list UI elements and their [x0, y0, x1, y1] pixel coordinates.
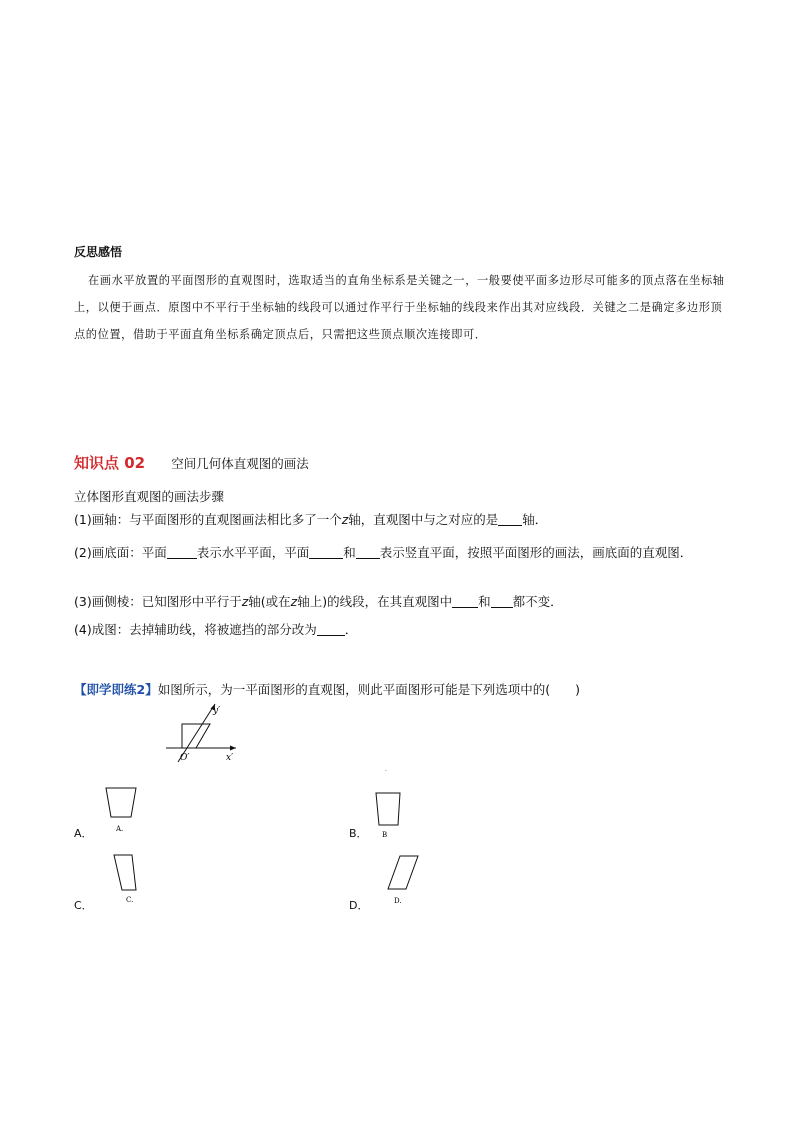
option-a-figure[interactable] [104, 785, 140, 837]
step-1-text-a: (1)画轴：与平面图形的直观图画法相比多了一个 [74, 512, 342, 527]
option-a-label[interactable]: A． [74, 827, 93, 840]
option-b-figure[interactable] [372, 790, 408, 840]
dot-mark: · [385, 768, 387, 775]
step-2-text-b: 表示水平平面，平面 [196, 545, 310, 560]
option-c-figure[interactable] [110, 852, 146, 908]
step-3-text-c: 轴上)的线段，在其直观图中 [297, 594, 453, 609]
option-b-label[interactable]: B． [349, 827, 368, 840]
practice-text: 如图所示，为一平面图形的直观图，则此平面图形可能是下列选项中的( ) [157, 682, 580, 697]
practice-tag: 【即学即练2】 [74, 682, 158, 697]
option-d-shape [388, 856, 418, 889]
option-a-caption: A. [116, 825, 124, 833]
origin-label: O′ [180, 753, 190, 763]
option-d-figure[interactable] [384, 853, 424, 909]
oblique-figure [160, 700, 250, 765]
step-1 [74, 511, 724, 529]
step-3-var-2: z [290, 594, 298, 609]
reflection-title: 反思感悟 [74, 245, 123, 259]
knowledge-point-heading [74, 452, 309, 473]
blank [498, 513, 522, 526]
blank [356, 546, 380, 559]
step-2 [74, 539, 724, 566]
blank [167, 546, 197, 559]
steps-title: 立体图形直观图的画法步骤 [74, 489, 225, 504]
step-3-text-b: 轴(或在 [248, 594, 291, 609]
step-1-text-b: 轴，直观图中与之对应的是 [348, 512, 499, 527]
practice-question [74, 680, 580, 698]
option-b-shape [376, 793, 400, 825]
y-axis-label: y′ [213, 706, 221, 716]
step-1-var: z [341, 512, 349, 527]
step-4-text-b: ． [344, 622, 358, 637]
step-3-text-a: (3)画侧棱：已知图形中平行于 [74, 594, 242, 609]
blank [491, 595, 513, 608]
blank [309, 546, 343, 559]
step-2-text-a: (2)画底面：平面 [74, 545, 167, 560]
step-3-text-e: 都不变． [512, 594, 563, 609]
option-d-caption: D. [394, 897, 402, 905]
option-a-shape [106, 788, 136, 817]
step-2-text-c: 和 [343, 545, 356, 560]
step-4-text-a: (4)成图：去掉辅助线，将被遮挡的部分改为 [74, 622, 317, 637]
reflection-body: 在画水平放置的平面图形的直观图时，选取适当的直角坐标系是关键之一，一般要使平面多边形尽可能多的顶点落在坐标轴上，以便于画点．原图中不平行于坐标轴的线段可以通过作平行于坐标轴的线段来作出其对应线段．关键之二是确定多边形顶点的位置，借助于平面直角坐标系确定顶点后，只需把这些顶点顺次连接即可． [74, 274, 725, 341]
x-axis-arrow [230, 746, 236, 751]
knowledge-point-title: 空间几何体直观图的画法 [171, 456, 309, 471]
option-c-label[interactable]: C． [74, 899, 93, 912]
step-1-text-c: 轴． [522, 512, 548, 527]
step-4 [74, 621, 724, 639]
step-3 [74, 593, 724, 611]
option-b-caption: B [382, 831, 388, 839]
step-3-text-d: 和 [478, 594, 491, 609]
step-3-var-1: z [241, 594, 249, 609]
blank [317, 623, 345, 636]
x-axis-label: x′ [226, 753, 234, 763]
knowledge-point-number: 知识点 02 [74, 454, 146, 472]
option-c-shape [114, 855, 136, 890]
option-c-caption: C. [126, 896, 134, 904]
blank [452, 595, 478, 608]
option-d-label[interactable]: D． [349, 899, 369, 912]
step-2-text-d: 表示竖直平面，按照平面图形的画法，画底面的直观图． [379, 545, 693, 560]
oblique-shape [182, 724, 210, 748]
